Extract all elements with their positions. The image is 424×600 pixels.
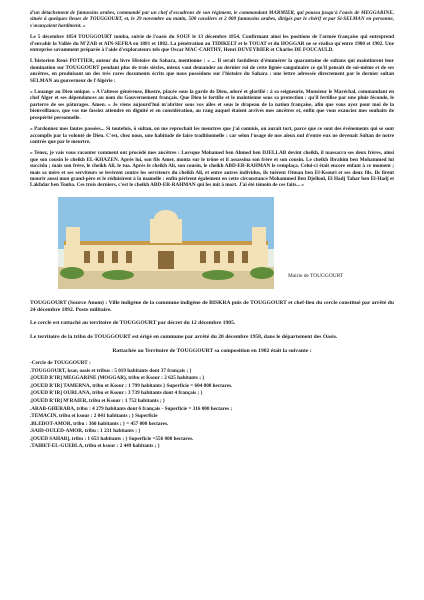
source-anom-paragraph: TOUGGOURT (Source Anom) : Ville indigène de la commune indigène de BISKRA puis de TOUGGOURT et chef-lieu du cercle constitué par arrêté du 24 décembre 1892. Poste militaire. [30,299,394,313]
list-item: .ARAB-GHERABA, tribu : 4 279 habitants dont 6 français - Superficie = 316 000 hectares ; [30,405,233,412]
composition-list [30,360,394,451]
town-hall-photo [58,197,274,289]
list-item: .[OUED R'IR] TAMERNA, tribu et Ksour : 1 799 habitants } Superficie = 604 800 hectares. [30,382,233,389]
list-item: .TAIBET-EL-GUEBLA, tribu et ksour : 2 449 habitants ; } [30,443,160,450]
list-item: .TEMACIN, tribu et ksour : 2 041 habitants ; } Superficie [30,413,158,420]
list-item: .[OUED R'IR] M'RAIER, tribu et Ksour : 1 752 habitants ; } [30,397,165,404]
list-item: .SAID-OULED-AMOR, tribu : 1 231 habitants ; } [30,428,141,435]
paragraph-letter-opening: « Louange au Dieu unique. « A l'altesse généreuse, illustre, placée sous la garde de Dieu, adoré et glorifié : à sa seigneurie, Monsieur le Maréchal, commandant en chef Alger et ses dépendances au nom du Gouvernement français. Que Dieu le fortifie et le maintienne sous sa protection : qu'il fertilise par une pluie féconde, le parterre de ses pâturages. Amen. « Je viens aujourd'hui m'abriter sous vos ailes et sous le drapeau de la nation française, afin que vous ayez pour moi de la bienveillance, que vos me fassiez attendre en dignité et en considération, au rang auquel étaient arrivés mes ancêtres et, enfin que vous exauciez mes souhaits de prospérité personnelle. [30,89,394,121]
list-item: .TOUGGOURT, ksar, oasis et tribus : 5 019 habitants dont 37 français ; } [30,367,192,374]
composition-heading: Rattachée au Territoire de TOUGGOURT sa composition en 1902 était la suivante : [112,347,312,354]
paragraph-conquest: Le 5 décembre 1854 TOUGGOURT tomba, suivie de l'oasis du SOUF le 13 décembre 1854. Confirmant ainsi les positions de l'armée française qui entreprend d'envahir la Vallée du M'ZAB et AIN-SEFRA en 1881 et 1882. La pénétration au TIDIKELT et le TOUAT et du HOGGAR ne se réalisa qu'entre 1900 et 1902. Une entreprise savamment préparée à l'aide d'explorateurs tels que Oscar MAC-CARTHY, Henri DUVEYRIER et Charles DE FOUCAULD. [30,34,394,54]
list-item: .[OUED R'IR] MEGGARINE (MOGGAR), tribu et Ksour : 2 625 habitants ; } [30,375,205,382]
circle-decree-line: Le cercle est rattaché au territoire de TOUGGOURT par décret du 12 décembre 1905. [30,320,236,327]
list-item: .[OUED R'IR] OURLANA, tribu et Ksour : 3 739 habitants dont 4 français ; } [30,390,203,397]
paragraph-pottier: L'historien René POTTIER, auteur du livre Histoire du Sahara, mentionne : « ... Il serait fastidieux d'énumérer la quarantaine de sultans qui maintinrent leur domination sur TOUGGOURT pendant plus de trois siècles, mieux vaut demander au dernier roi de cette lignée sanguinaire ce qu'il pensait de soi-même et de ses ancêtres, en produisant un des très rares documents écrits que nous possédons sur l'histoire du Sahara : une lettre adressée directement par le dernier sultan SELMAN au gouverneur de l'Algérie : [30,58,394,84]
paragraph-letter-pardon: « Pardonnez mes fautes passées... Si toutefois, ô sultan, on me reprochait les meurtres que j'ai commis, on aurait tort, parce que ce sont des événements qui se sont accomplis par la volonté de Dieu. C'est, chez nous, une habitude de faire traditionnelle : car selon l'usage de nos aïeux nul d'entre eux ne devenait Sultan de notre contrée que par le meurtre. [30,126,394,145]
intro-paragraph: d'un détachement de fantassins arabes, commandé par un chef d'escadrons de son régiment, le commandant MARMIER, qui poussa jusqu'à l'oasis de MEGGARINE, située à quelques lieues de TOUGGOURT, et, le 29 novembre au matin, 500 cavaliers et 2 000 fantassins arabes, dirigés par le chérif et par Si-SELMAN en personne, s'avançaient hardiment. » [30,10,394,29]
photo-caption: Mairie de TOUGGOURT [288,272,344,279]
town-hall-illustration [58,197,274,289]
list-item: .BLEDOT-AMOR, tribu : 360 habitants ; } = 457 000 hectares. [30,420,169,427]
list-item: -Cercle de TOUGGOURT : [30,359,91,366]
list-item: .[OUED SAHAR], tribu : 1 653 habitants ; } Superficie =556 000 hectares. [30,435,194,442]
commune-decree-line: Le territoire de la tribu de TOUGGOURT est érigé en commune par arrêté du 20 décembre 1958, dans le département des Oasis. [30,334,338,341]
paragraph-letter-ancestors: « Tenez, je vais vous raconter comment ont procédé mes ancêtres : Lorsque Mohamed ben Ahmed ben DJELLAB devint cheikh, il massacra ses deux frères, ainsi que son cousin le cheikh EL-KHAZEN. Après lui, son fils Amer, monta sur le trône et il assassina son frère et son cousin. Le cheikh Ibrahim ben Mohammed lui succéda ; mais son frère, le cheikh Ali, le tua. Après le cheikh Ali, son cousin, le cheikh ABD-ER-RAHMAN le remplaça. Celui-ci était encore enfant à ce moment ; mais sa mère et ses serviteurs se levèrent contre les serviteurs du cheikh Ali, et entre autres individus, ils tuèrent Otman ben El-Ksouri et ses deux fils. Ils firent mourir aussi mon grand-père et le réduisirent à la mamelle : enfin périrent également en cette circonstance Mohammed Ben Djelloul, El Hadj Tahar ben El-Hadj et Lakhdar ben Touba. Ces trois derniers, c'est le cheikh ABD-ER-RAHMAN qui les mit à mort. J'ai été témoin de ces faits... » [30,150,394,189]
photo-row [30,197,394,293]
